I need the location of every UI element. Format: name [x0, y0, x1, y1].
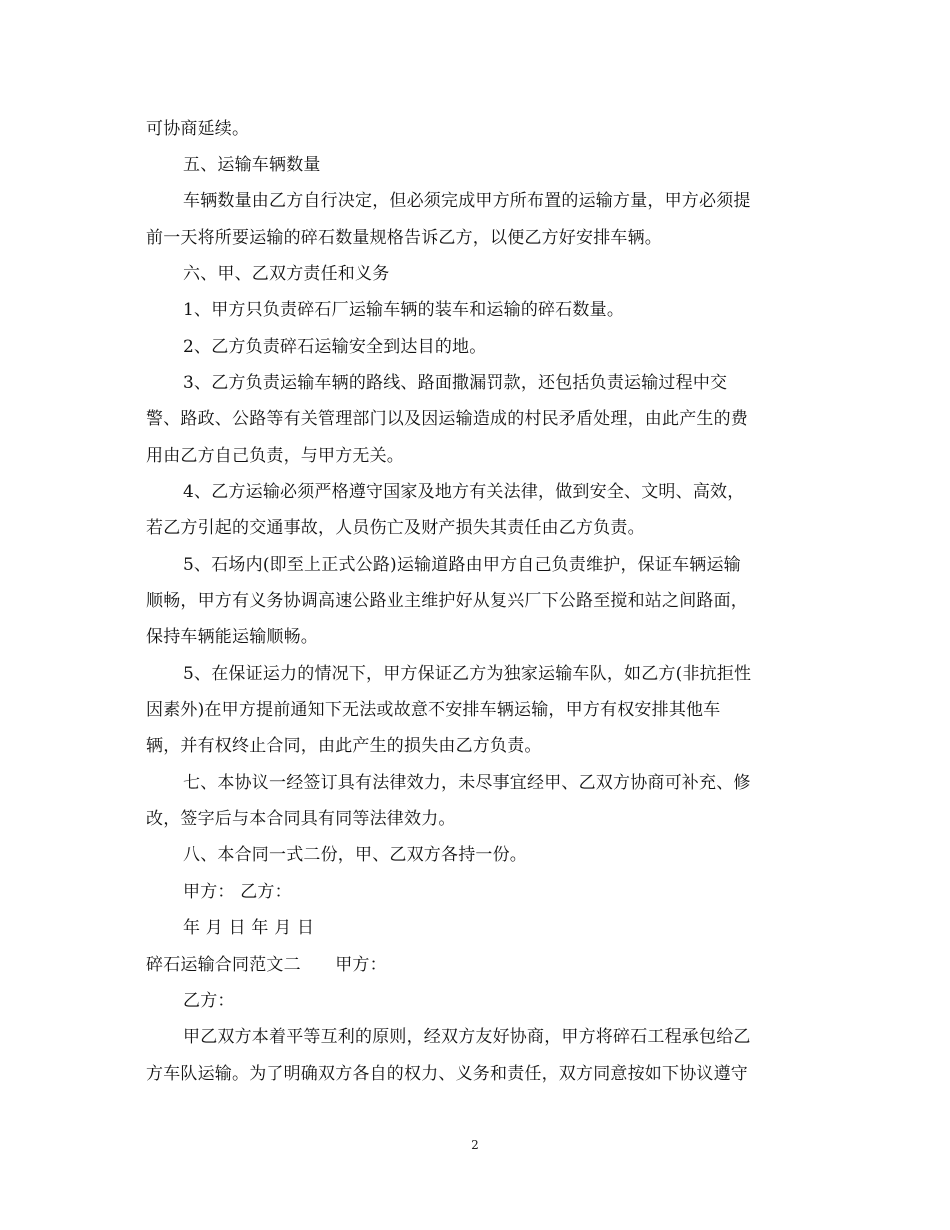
section-7-line-2: 改，签字后与本合同具有同等法律效力。 [146, 809, 456, 829]
clause-2: 2、乙方负责碎石运输安全到达目的地。 [183, 337, 487, 357]
clause-1: 1、甲方只负责碎石厂运输车辆的装车和运输的碎石数量。 [183, 300, 625, 320]
clause-3-line-3: 用由乙方自己负责，与甲方无关。 [146, 446, 404, 466]
signature-parties: 甲方： 乙方： [183, 882, 292, 902]
clause-5a-line-2: 顺畅，甲方有义务协调高速公路业主维护好从复兴厂下公路至搅和站之间路面， [146, 591, 748, 611]
text-line-4: 前一天将所要运输的碎石数量规格告诉乙方，以便乙方好安排车辆。 [146, 228, 662, 248]
clause-5b-line-3: 辆，并有权终止合同，由此产生的损失由乙方负责。 [146, 736, 542, 756]
party-b-label: 乙方： [183, 991, 235, 1011]
section-heading-6: 六、甲、乙双方责任和义务 [183, 264, 390, 284]
section-heading-5: 五、运输车辆数量 [183, 155, 321, 175]
intro-line-1: 甲乙双方本着平等互利的原则，经双方友好协商，甲方将碎石工程承包给乙 [183, 1027, 751, 1047]
clause-3-line-1: 3、乙方负责运输车辆的路线、路面撒漏罚款，还包括负责运输过程中交 [183, 373, 728, 393]
text-line-1: 可协商延续。 [146, 119, 250, 139]
clause-3-line-2: 警、路政、公路等有关管理部门以及因运输造成的村民矛盾处理，由此产生的费 [146, 409, 748, 429]
clause-5b-line-1: 5、在保证运力的情况下，甲方保证乙方为独家运输车队，如乙方(非抗拒性 [183, 664, 752, 684]
section-7-line-1: 七、本协议一经签订具有法律效力，未尽事宜经甲、乙双方协商可补充、修 [183, 773, 751, 793]
clause-4-line-2: 若乙方引起的交通事故，人员伤亡及财产损失其责任由乙方负责。 [146, 518, 645, 538]
section-8: 八、本合同一式二份，甲、乙双方各持一份。 [183, 845, 527, 865]
second-contract-title: 碎石运输合同范文二 甲方： [146, 955, 387, 975]
clause-5a-line-1: 5、石场内(即至上正式公路)运输道路由甲方自己负责维护，保证车辆运输 [183, 555, 741, 575]
intro-line-2: 方车队运输。为了明确双方各自的权力、义务和责任，双方同意按如下协议遵守 [146, 1064, 748, 1084]
page-number: 2 [471, 1138, 479, 1152]
clause-4-line-1: 4、乙方运输必须严格遵守国家及地方有关法律，做到安全、文明、高效， [183, 482, 745, 502]
clause-5b-line-2: 因素外)在甲方提前通知下无法或故意不安排车辆运输，甲方有权安排其他车 [146, 700, 721, 720]
clause-5a-line-3: 保持车辆能运输顺畅。 [146, 627, 318, 647]
signature-dates: 年 月 日 年 月 日 [183, 918, 315, 938]
text-line-3: 车辆数量由乙方自行决定，但必须完成甲方所布置的运输方量，甲方必须提 [183, 191, 751, 211]
